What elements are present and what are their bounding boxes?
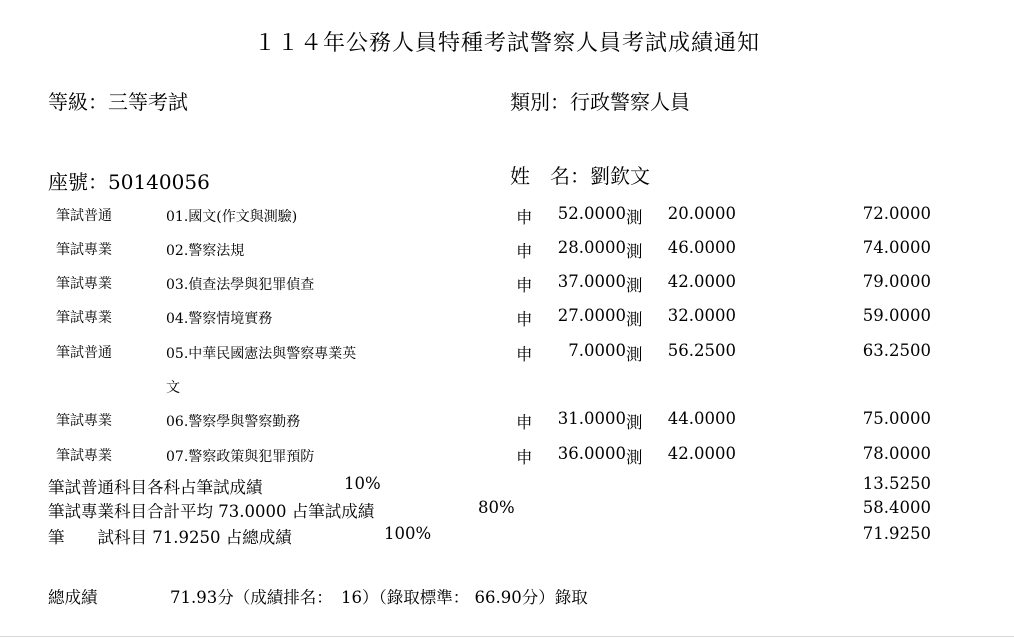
essay-mark: 申 [516, 413, 533, 432]
test-score: 20.0000 [667, 204, 736, 223]
subject-name: 05.中華民國憲法與警察專業英 [166, 346, 357, 362]
exam-level: 等級：三等考試 [48, 90, 188, 114]
test-score: 42.0000 [667, 272, 736, 291]
essay-mark: 申 [516, 345, 533, 364]
essay-mark: 申 [516, 208, 533, 227]
bottom-divider [0, 636, 1014, 637]
final-label: 總成績 [48, 588, 98, 607]
document-title: １１４年公務人員特種考試警察人員考試成績通知 [253, 31, 760, 56]
final-text: 71.93分（成績排名： 16）（錄取標準： 66.90分）錄取 [170, 588, 588, 607]
subject-name-continued: 文 [166, 380, 180, 396]
test-score: 32.0000 [667, 306, 736, 325]
subject-type: 筆試普通 [56, 208, 112, 224]
summary-label: 筆試普通科目各科占筆試成績 [48, 478, 263, 497]
subject-total: 75.0000 [862, 409, 931, 428]
subject-name: 02.警察法規 [166, 243, 245, 259]
subject-type: 筆試專業 [56, 448, 112, 464]
summary-percent: 100% [384, 524, 432, 543]
essay-mark: 申 [516, 276, 533, 295]
test-score: 56.2500 [667, 341, 736, 360]
essay-score: 36.0000 [557, 444, 626, 463]
essay-mark: 申 [516, 310, 533, 329]
test-mark: 測 [626, 310, 643, 329]
subject-name: 06.警察學與警察勤務 [166, 414, 301, 430]
essay-score: 37.0000 [557, 272, 626, 291]
summary-percent: 80% [478, 498, 515, 517]
test-mark: 測 [626, 242, 643, 261]
summary-value: 13.5250 [862, 474, 931, 493]
subject-type: 筆試普通 [56, 345, 112, 361]
candidate-name: 姓 名：劉欽文 [510, 164, 650, 188]
subject-total: 63.2500 [862, 341, 931, 360]
test-score: 44.0000 [667, 409, 736, 428]
subject-name: 01.國文(作文與測驗) [166, 209, 298, 225]
essay-score: 31.0000 [557, 409, 626, 428]
subject-total: 72.0000 [862, 204, 931, 223]
summary-label: 筆試專業科目合計平均 73.0000 占筆試成績 [48, 502, 375, 521]
summary-percent: 10% [344, 474, 381, 493]
subject-total: 74.0000 [862, 238, 931, 257]
test-score: 42.0000 [667, 444, 736, 463]
seat-number: 座號：50140056 [48, 170, 210, 194]
summary-value: 58.4000 [862, 498, 931, 517]
subject-total: 59.0000 [862, 306, 931, 325]
essay-score: 52.0000 [557, 204, 626, 223]
test-mark: 測 [626, 276, 643, 295]
subject-name: 03.偵查法學與犯罪偵查 [166, 277, 315, 293]
test-mark: 測 [626, 413, 643, 432]
essay-mark: 申 [516, 242, 533, 261]
test-mark: 測 [626, 345, 643, 364]
subject-total: 78.0000 [862, 444, 931, 463]
subject-name: 07.警察政策與犯罪預防 [166, 449, 315, 465]
essay-score: 7.0000 [568, 341, 626, 360]
subject-type: 筆試專業 [56, 242, 112, 258]
test-mark: 測 [626, 448, 643, 467]
essay-score: 28.0000 [557, 238, 626, 257]
essay-score: 27.0000 [557, 306, 626, 325]
subject-type: 筆試專業 [56, 413, 112, 429]
summary-label: 筆 試科目 71.9250 占總成績 [48, 528, 292, 547]
subject-total: 79.0000 [862, 272, 931, 291]
subject-type: 筆試專業 [56, 310, 112, 326]
summary-value: 71.9250 [862, 524, 931, 543]
test-score: 46.0000 [667, 238, 736, 257]
essay-mark: 申 [516, 448, 533, 467]
test-mark: 測 [626, 208, 643, 227]
exam-category: 類別：行政警察人員 [510, 90, 690, 114]
subject-type: 筆試專業 [56, 276, 112, 292]
subject-name: 04.警察情境實務 [166, 311, 273, 327]
